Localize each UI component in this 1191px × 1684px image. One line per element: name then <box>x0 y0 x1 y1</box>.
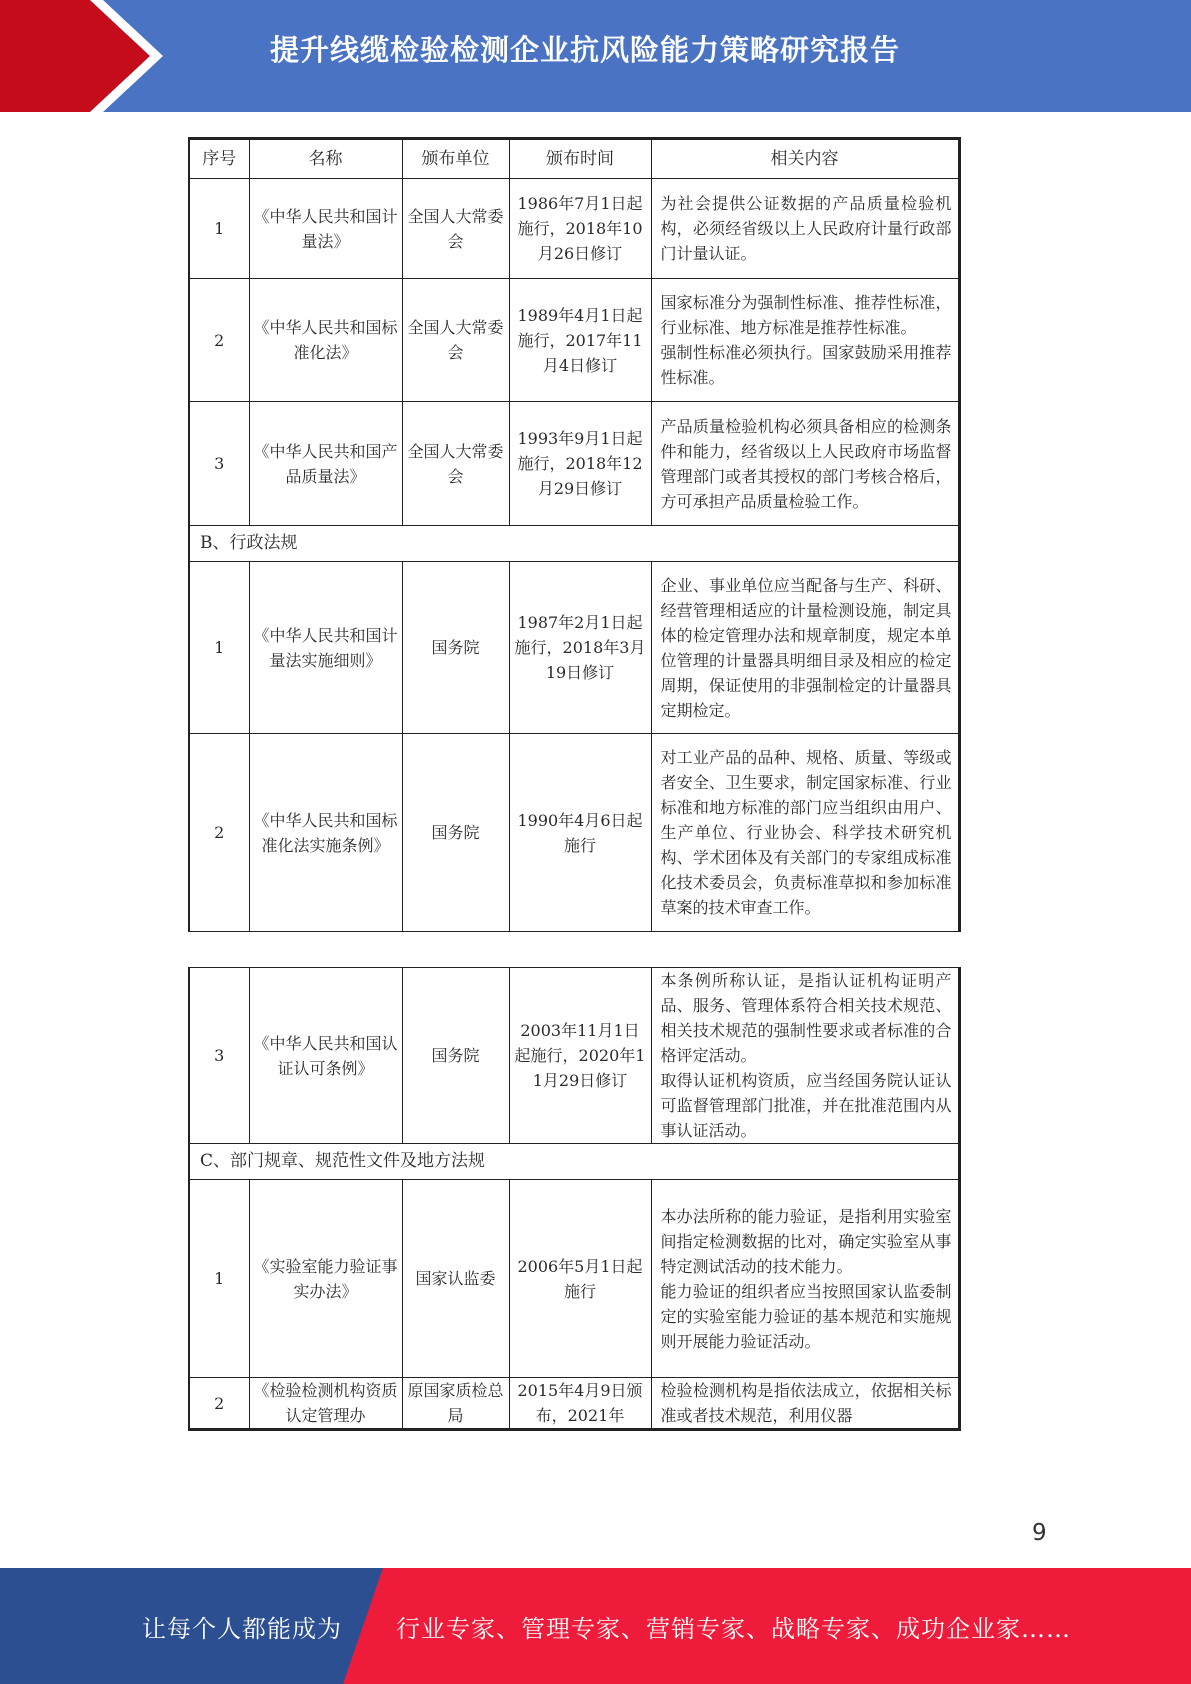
footer-slogan-left: 让每个人都能成为 <box>142 1615 342 1643</box>
row-issuer: 原国家质检总局 <box>402 1378 509 1430</box>
row-content-paragraph: 能力验证的组织者应当按照国家认监委制定的实验室能力验证的基本规范和实施规则开展能力验证活动。 <box>660 1281 952 1351</box>
table-row <box>189 1180 959 1378</box>
regulations-table-part-2 <box>188 967 961 1431</box>
row-date: 1993年9月1日起施行，2018年12月29日修订 <box>509 402 651 526</box>
table-row <box>189 179 959 279</box>
row-no: 1 <box>189 1180 249 1378</box>
row-content-paragraph: 本办法所称的能力验证，是指利用实验室间指定检测数据的比对，确定实验室从事特定测试活动的技术能力。 <box>660 1206 952 1276</box>
row-issuer: 国务院 <box>402 562 509 734</box>
row-issuer: 国务院 <box>402 734 509 932</box>
row-no: 2 <box>189 279 249 402</box>
row-content-paragraph: 本条例所称认证，是指认证机构证明产品、服务、管理体系符合相关技术规范、相关技术规范的强制性要求或者标准的合格评定活动。 <box>660 971 952 1065</box>
header-cell-name: 名称 <box>249 139 402 179</box>
table-row <box>189 734 959 932</box>
table-row <box>189 279 959 402</box>
row-name: 《中华人民共和国产品质量法》 <box>249 402 402 526</box>
regulations-table-part-1 <box>188 137 961 932</box>
page-footer <box>0 1568 1191 1684</box>
row-content: 对工业产品的品种、规格、质量、等级或者安全、卫生要求，制定国家标准、行业标准和地方标准的部门应当组织由用户、生产单位、行业协会、科学技术研究机构、学术团体及有关部门的专家组成标准化技术委员会，负责标准草拟和参加标准草案的技术审查工作。 <box>651 734 959 932</box>
row-issuer: 国务院 <box>402 968 509 1144</box>
row-name: 《中华人民共和国标准化法》 <box>249 279 402 402</box>
row-no: 3 <box>189 402 249 526</box>
table-row <box>189 562 959 734</box>
row-no: 1 <box>189 179 249 279</box>
row-content-paragraph: 强制性标准必须执行。国家鼓励采用推荐性标准。 <box>660 343 952 387</box>
header-red-chevron <box>0 0 150 112</box>
row-date: 2006年5月1日起施行 <box>509 1180 651 1378</box>
row-content: 检验检测机构是指依法成立，依据相关标准或者技术规范，利用仪器 <box>651 1378 959 1430</box>
row-date: 1987年2月1日起施行，2018年3月19日修订 <box>509 562 651 734</box>
page-number: 9 <box>1032 1520 1047 1546</box>
row-name: 《中华人民共和国认证认可条例》 <box>249 968 402 1144</box>
row-issuer: 全国人大常委会 <box>402 402 509 526</box>
section-title-c: C、部门规章、规范性文件及地方法规 <box>189 1144 959 1180</box>
row-issuer: 全国人大常委会 <box>402 279 509 402</box>
row-no: 1 <box>189 562 249 734</box>
row-issuer: 国家认监委 <box>402 1180 509 1378</box>
row-content <box>651 968 959 1144</box>
row-name: 《中华人民共和国计量法》 <box>249 179 402 279</box>
header-cell-issuer: 颁布单位 <box>402 139 509 179</box>
section-row-b <box>189 526 959 562</box>
row-date: 1986年7月1日起施行，2018年10月26日修订 <box>509 179 651 279</box>
table-row <box>189 402 959 526</box>
row-no: 2 <box>189 734 249 932</box>
row-date: 1989年4月1日起施行，2017年11月4日修订 <box>509 279 651 402</box>
row-name: 《中华人民共和国计量法实施细则》 <box>249 562 402 734</box>
row-content-paragraph: 国家标准分为强制性标准、推荐性标准，行业标准、地方标准是推荐性标准。 <box>660 293 952 337</box>
row-content: 产品质量检验机构必须具备相应的检测条件和能力，经省级以上人民政府市场监督管理部门或者其授权的部门考核合格后，方可承担产品质量检验工作。 <box>651 402 959 526</box>
section-row-c <box>189 1144 959 1180</box>
row-date: 2015年4月9日颁布，2021年 <box>509 1378 651 1430</box>
row-no: 3 <box>189 968 249 1144</box>
row-date: 1990年4月6日起施行 <box>509 734 651 932</box>
page-header <box>0 0 1191 112</box>
section-title-b: B、行政法规 <box>189 526 959 562</box>
row-content <box>651 1180 959 1378</box>
row-date: 2003年11月1日起施行，2020年11月29日修订 <box>509 968 651 1144</box>
header-cell-content: 相关内容 <box>651 139 959 179</box>
row-name: 《中华人民共和国标准化法实施条例》 <box>249 734 402 932</box>
document-title: 提升线缆检验检测企业抗风险能力策略研究报告 <box>270 33 901 67</box>
footer-slogan-right: 行业专家、管理专家、营销专家、战略专家、成功企业家…… <box>396 1615 1071 1643</box>
row-issuer: 全国人大常委会 <box>402 179 509 279</box>
row-content <box>651 279 959 402</box>
header-cell-date: 颁布时间 <box>509 139 651 179</box>
row-content: 为社会提供公证数据的产品质量检验机构，必须经省级以上人民政府计量行政部门计量认证。 <box>651 179 959 279</box>
row-content: 企业、事业单位应当配备与生产、科研、经营管理相适应的计量检测设施，制定具体的检定管理办法和规章制度，规定本单位管理的计量器具明细目录及相应的检定周期，保证使用的非强制检定的计量器具定期检定。 <box>651 562 959 734</box>
table-row <box>189 1378 959 1430</box>
row-content-paragraph: 取得认证机构资质，应当经国务院认证认可监督管理部门批准，并在批准范围内从事认证活动。 <box>660 1071 952 1140</box>
row-name: 《实验室能力验证事实办法》 <box>249 1180 402 1378</box>
table-row <box>189 968 959 1144</box>
header-cell-no: 序号 <box>189 139 249 179</box>
table-header-row <box>189 139 959 179</box>
row-name: 《检验检测机构资质认定管理办 <box>249 1378 402 1430</box>
row-no: 2 <box>189 1378 249 1430</box>
